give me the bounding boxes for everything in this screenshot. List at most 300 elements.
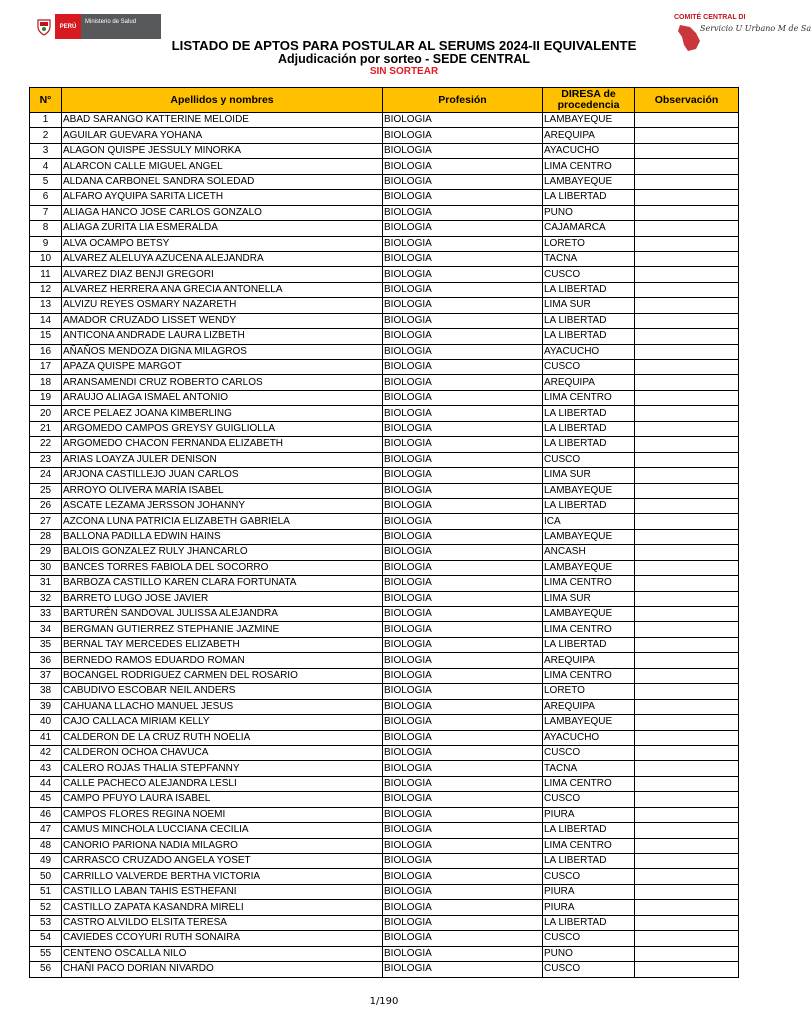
cell-name: CAJO CALLACA MIRIAM KELLY — [62, 715, 383, 730]
table-row — [30, 190, 739, 205]
cell-number: 29 — [30, 545, 62, 560]
cell-name: BALLONA PADILLA EDWIN HAINS — [62, 529, 383, 544]
cell-name: BARTURÉN SANDOVAL JULISSA ALEJANDRA — [62, 607, 383, 622]
cell-number: 18 — [30, 375, 62, 390]
cell-diresa: ICA — [543, 514, 635, 529]
table-row — [30, 483, 739, 498]
cell-name: BOCANGEL RODRIGUEZ CARMEN DEL ROSARIO — [62, 668, 383, 683]
cell-diresa: LIMA SUR — [543, 591, 635, 606]
table-row — [30, 545, 739, 560]
cell-profession: BIOLOGIA — [383, 344, 543, 359]
cell-profession: BIOLOGIA — [383, 545, 543, 560]
cell-profession: BIOLOGIA — [383, 637, 543, 652]
cell-diresa: AYACUCHO — [543, 143, 635, 158]
cell-diresa: LA LIBERTAD — [543, 437, 635, 452]
cell-number: 47 — [30, 823, 62, 838]
cell-number: 38 — [30, 684, 62, 699]
cell-diresa: LAMBAYEQUE — [543, 483, 635, 498]
cell-name: CABUDIVO ESCOBAR NEIL ANDERS — [62, 684, 383, 699]
cell-number: 54 — [30, 931, 62, 946]
cell-number: 4 — [30, 159, 62, 174]
table-row — [30, 282, 739, 297]
cell-number: 51 — [30, 884, 62, 899]
cell-number: 7 — [30, 205, 62, 220]
cell-number: 10 — [30, 251, 62, 266]
cell-diresa: AREQUIPA — [543, 128, 635, 143]
col-header-diresa: DIRESA de procedencia — [543, 88, 635, 113]
cell-profession: BIOLOGIA — [383, 437, 543, 452]
cell-number: 14 — [30, 313, 62, 328]
cell-profession: BIOLOGIA — [383, 313, 543, 328]
cell-name: ARIAS LOAYZA JULER DENISON — [62, 452, 383, 467]
cell-number: 40 — [30, 715, 62, 730]
table-row — [30, 807, 739, 822]
cell-observation — [635, 761, 739, 776]
cell-profession: BIOLOGIA — [383, 205, 543, 220]
table-row — [30, 406, 739, 421]
cell-diresa: CAJAMARCA — [543, 221, 635, 236]
cell-diresa: LA LIBERTAD — [543, 915, 635, 930]
cell-name: BALOIS GONZALEZ RULY JHANCARLO — [62, 545, 383, 560]
cell-name: CALDERON OCHOA CHAVUCA — [62, 745, 383, 760]
cell-observation — [635, 807, 739, 822]
applicants-table — [29, 87, 739, 978]
cell-name: ANTICONA ANDRADE LAURA LIZBETH — [62, 329, 383, 344]
cell-profession: BIOLOGIA — [383, 421, 543, 436]
cell-number: 30 — [30, 560, 62, 575]
cell-diresa: LIMA CENTRO — [543, 576, 635, 591]
cell-number: 39 — [30, 699, 62, 714]
cell-name: ABAD SARANGO KATTERINE MELOIDE — [62, 113, 383, 128]
cell-diresa: LA LIBERTAD — [543, 282, 635, 297]
cell-diresa: AYACUCHO — [543, 344, 635, 359]
cell-name: CASTILLO LABAN TAHIS ESTHEFANI — [62, 884, 383, 899]
cell-name: AMADOR CRUZADO LISSET WENDY — [62, 313, 383, 328]
cell-profession: BIOLOGIA — [383, 329, 543, 344]
table-row — [30, 390, 739, 405]
cell-number: 55 — [30, 946, 62, 961]
cell-profession: BIOLOGIA — [383, 236, 543, 251]
table-row — [30, 298, 739, 313]
cell-profession: BIOLOGIA — [383, 915, 543, 930]
cell-profession: BIOLOGIA — [383, 622, 543, 637]
table-row — [30, 637, 739, 652]
table-row — [30, 437, 739, 452]
table-row — [30, 884, 739, 899]
cell-observation — [635, 329, 739, 344]
cell-number: 37 — [30, 668, 62, 683]
cell-name: CARRASCO CRUZADO ANGELA YOSET — [62, 854, 383, 869]
cell-profession: BIOLOGIA — [383, 529, 543, 544]
cell-number: 49 — [30, 854, 62, 869]
cell-number: 5 — [30, 174, 62, 189]
cell-profession: BIOLOGIA — [383, 715, 543, 730]
cell-profession: BIOLOGIA — [383, 869, 543, 884]
cell-diresa: LA LIBERTAD — [543, 313, 635, 328]
table-row — [30, 421, 739, 436]
cell-diresa: PIURA — [543, 807, 635, 822]
serums-script-label: Servicio U Urbano M de Sa — [700, 24, 811, 33]
cell-number: 2 — [30, 128, 62, 143]
cell-number: 26 — [30, 498, 62, 513]
cell-observation — [635, 884, 739, 899]
cell-name: ARCE PELAEZ JOANA KIMBERLING — [62, 406, 383, 421]
cell-observation — [635, 823, 739, 838]
cell-observation — [635, 437, 739, 452]
cell-profession: BIOLOGIA — [383, 884, 543, 899]
cell-diresa: LA LIBERTAD — [543, 498, 635, 513]
table-row — [30, 159, 739, 174]
col-header-observation: Observación — [635, 88, 739, 113]
cell-name: ALVAREZ ALELUYA AZUCENA ALEJANDRA — [62, 251, 383, 266]
coat-of-arms-icon — [33, 14, 55, 39]
cell-profession: BIOLOGIA — [383, 591, 543, 606]
cell-profession: BIOLOGIA — [383, 576, 543, 591]
cell-number: 41 — [30, 730, 62, 745]
cell-name: ARROYO OLIVERA MARÍA ISABEL — [62, 483, 383, 498]
col-header-number: N° — [30, 88, 62, 113]
table-row — [30, 267, 739, 282]
cell-observation — [635, 576, 739, 591]
cell-name: CASTILLO ZAPATA KASANDRA MIRELI — [62, 900, 383, 915]
cell-profession: BIOLOGIA — [383, 113, 543, 128]
cell-name: ALIAGA HANCO JOSE CARLOS GONZALO — [62, 205, 383, 220]
cell-name: BERGMAN GUTIERREZ STEPHANIE JAZMINE — [62, 622, 383, 637]
cell-profession: BIOLOGIA — [383, 468, 543, 483]
cell-observation — [635, 205, 739, 220]
cell-name: ARGOMEDO CAMPOS GREYSY GUIGLIOLLA — [62, 421, 383, 436]
cell-profession: BIOLOGIA — [383, 838, 543, 853]
table-row — [30, 174, 739, 189]
minsa-logo — [33, 14, 161, 39]
cell-observation — [635, 869, 739, 884]
cell-profession: BIOLOGIA — [383, 761, 543, 776]
cell-name: BARBOZA CASTILLO KAREN CLARA FORTUNATA — [62, 576, 383, 591]
cell-name: CALERO ROJAS THALIA STEPFANNY — [62, 761, 383, 776]
cell-diresa: LAMBAYEQUE — [543, 715, 635, 730]
cell-number: 19 — [30, 390, 62, 405]
table-row — [30, 900, 739, 915]
cell-diresa: AREQUIPA — [543, 375, 635, 390]
cell-number: 24 — [30, 468, 62, 483]
table-row — [30, 128, 739, 143]
cell-name: ALVAREZ DIAZ BENJI GREGORI — [62, 267, 383, 282]
cell-observation — [635, 607, 739, 622]
cell-name: ALVA OCAMPO BETSY — [62, 236, 383, 251]
cell-observation — [635, 730, 739, 745]
table-row — [30, 823, 739, 838]
cell-name: CAMPO PFUYO LAURA ISABEL — [62, 792, 383, 807]
cell-name: BANCES TORRES FABIOLA DEL SOCORRO — [62, 560, 383, 575]
cell-name: ALDANA CARBONEL SANDRA SOLEDAD — [62, 174, 383, 189]
cell-diresa: LAMBAYEQUE — [543, 607, 635, 622]
table-header-row — [30, 88, 739, 113]
cell-diresa: CUSCO — [543, 360, 635, 375]
table-row — [30, 560, 739, 575]
cell-observation — [635, 792, 739, 807]
cell-diresa: TACNA — [543, 761, 635, 776]
cell-number: 23 — [30, 452, 62, 467]
table-row — [30, 468, 739, 483]
cell-name: CASTRO ALVILDO ELSITA TERESA — [62, 915, 383, 930]
cell-observation — [635, 637, 739, 652]
cell-name: ALARCON CALLE MIGUEL ANGEL — [62, 159, 383, 174]
peru-label: PERÚ — [55, 14, 81, 39]
table-row — [30, 854, 739, 869]
cell-profession: BIOLOGIA — [383, 931, 543, 946]
cell-profession: BIOLOGIA — [383, 298, 543, 313]
cell-diresa: AYACUCHO — [543, 730, 635, 745]
cell-diresa: LA LIBERTAD — [543, 823, 635, 838]
table-row — [30, 375, 739, 390]
cell-diresa: PIURA — [543, 884, 635, 899]
cell-name: APAZA QUISPE MARGOT — [62, 360, 383, 375]
cell-diresa: ANCASH — [543, 545, 635, 560]
cell-number: 31 — [30, 576, 62, 591]
cell-number: 36 — [30, 653, 62, 668]
cell-number: 15 — [30, 329, 62, 344]
table-row — [30, 931, 739, 946]
table-row — [30, 745, 739, 760]
page-subtitle: Adjudicación por sorteo - SEDE CENTRAL — [277, 52, 531, 66]
cell-observation — [635, 468, 739, 483]
cell-observation — [635, 282, 739, 297]
cell-profession: BIOLOGIA — [383, 854, 543, 869]
cell-name: CALLE PACHECO ALEJANDRA LESLI — [62, 776, 383, 791]
page-number: 1/190 — [369, 996, 399, 1007]
cell-diresa: LORETO — [543, 236, 635, 251]
cell-number: 17 — [30, 360, 62, 375]
cell-observation — [635, 529, 739, 544]
cell-observation — [635, 390, 739, 405]
cell-diresa: LIMA SUR — [543, 298, 635, 313]
cell-profession: BIOLOGIA — [383, 251, 543, 266]
cell-number: 3 — [30, 143, 62, 158]
cell-number: 35 — [30, 637, 62, 652]
cell-diresa: LA LIBERTAD — [543, 421, 635, 436]
cell-profession: BIOLOGIA — [383, 498, 543, 513]
cell-number: 6 — [30, 190, 62, 205]
cell-number: 52 — [30, 900, 62, 915]
cell-diresa: CUSCO — [543, 869, 635, 884]
cell-observation — [635, 684, 739, 699]
table-row — [30, 514, 739, 529]
table-row — [30, 452, 739, 467]
cell-profession: BIOLOGIA — [383, 653, 543, 668]
cell-diresa: AREQUIPA — [543, 653, 635, 668]
table-row — [30, 498, 739, 513]
cell-name: ARANSAMENDI CRUZ ROBERTO CARLOS — [62, 375, 383, 390]
cell-number: 22 — [30, 437, 62, 452]
cell-profession: BIOLOGIA — [383, 128, 543, 143]
cell-diresa: TACNA — [543, 251, 635, 266]
cell-diresa: LA LIBERTAD — [543, 406, 635, 421]
cell-diresa: AREQUIPA — [543, 699, 635, 714]
table-row — [30, 329, 739, 344]
cell-diresa: PUNO — [543, 205, 635, 220]
cell-profession: BIOLOGIA — [383, 560, 543, 575]
table-row — [30, 668, 739, 683]
table-row — [30, 576, 739, 591]
table-row — [30, 915, 739, 930]
cell-diresa: PIURA — [543, 900, 635, 915]
cell-observation — [635, 668, 739, 683]
cell-number: 8 — [30, 221, 62, 236]
cell-number: 21 — [30, 421, 62, 436]
cell-observation — [635, 931, 739, 946]
cell-profession: BIOLOGIA — [383, 514, 543, 529]
cell-number: 42 — [30, 745, 62, 760]
cell-name: ASCATE LEZAMA JERSSON JOHANNY — [62, 498, 383, 513]
cell-diresa: LA LIBERTAD — [543, 190, 635, 205]
cell-observation — [635, 174, 739, 189]
cell-observation — [635, 298, 739, 313]
ministry-label: Ministerio de Salud — [81, 14, 161, 39]
cell-name: AZCONA LUNA PATRICIA ELIZABETH GABRIELA — [62, 514, 383, 529]
table-row — [30, 730, 739, 745]
cell-number: 25 — [30, 483, 62, 498]
cell-name: CAHUANA LLACHO MANUEL JESUS — [62, 699, 383, 714]
cell-profession: BIOLOGIA — [383, 607, 543, 622]
cell-name: ALAGON QUISPE JESSULY MINORKA — [62, 143, 383, 158]
table-row — [30, 113, 739, 128]
cell-name: CALDERON DE LA CRUZ RUTH NOELIA — [62, 730, 383, 745]
cell-name: CAMUS MINCHOLA LUCCIANA CECILIA — [62, 823, 383, 838]
cell-name: ALVIZU REYES OSMARY NAZARETH — [62, 298, 383, 313]
cell-observation — [635, 143, 739, 158]
cell-profession: BIOLOGIA — [383, 730, 543, 745]
cell-profession: BIOLOGIA — [383, 962, 543, 977]
cell-profession: BIOLOGIA — [383, 776, 543, 791]
table-row — [30, 313, 739, 328]
cell-profession: BIOLOGIA — [383, 375, 543, 390]
cell-observation — [635, 776, 739, 791]
cell-profession: BIOLOGIA — [383, 684, 543, 699]
cell-observation — [635, 622, 739, 637]
cell-diresa: LIMA CENTRO — [543, 776, 635, 791]
table-row — [30, 622, 739, 637]
cell-observation — [635, 421, 739, 436]
table-row — [30, 653, 739, 668]
cell-profession: BIOLOGIA — [383, 807, 543, 822]
cell-diresa: PUNO — [543, 946, 635, 961]
table-row — [30, 946, 739, 961]
status-note: SIN SORTEAR — [369, 66, 439, 77]
table-row — [30, 143, 739, 158]
cell-diresa: CUSCO — [543, 452, 635, 467]
cell-name: BERNEDO RAMOS EDUARDO ROMAN — [62, 653, 383, 668]
cell-profession: BIOLOGIA — [383, 406, 543, 421]
cell-diresa: LAMBAYEQUE — [543, 560, 635, 575]
col-header-name: Apellidos y nombres — [62, 88, 383, 113]
cell-number: 1 — [30, 113, 62, 128]
cell-name: CANORIO PARIONA NADIA MILAGRO — [62, 838, 383, 853]
cell-diresa: LIMA CENTRO — [543, 159, 635, 174]
cell-number: 34 — [30, 622, 62, 637]
table-row — [30, 251, 739, 266]
cell-observation — [635, 715, 739, 730]
table-row — [30, 699, 739, 714]
cell-observation — [635, 854, 739, 869]
table-row — [30, 715, 739, 730]
cell-profession: BIOLOGIA — [383, 267, 543, 282]
cell-observation — [635, 514, 739, 529]
cell-number: 27 — [30, 514, 62, 529]
cell-observation — [635, 190, 739, 205]
cell-profession: BIOLOGIA — [383, 221, 543, 236]
table-row — [30, 344, 739, 359]
cell-observation — [635, 113, 739, 128]
cell-observation — [635, 591, 739, 606]
cell-diresa: LIMA SUR — [543, 468, 635, 483]
cell-number: 50 — [30, 869, 62, 884]
cell-number: 44 — [30, 776, 62, 791]
table-row — [30, 236, 739, 251]
cell-observation — [635, 560, 739, 575]
cell-observation — [635, 128, 739, 143]
cell-number: 9 — [30, 236, 62, 251]
cell-name: BERNAL TAY MERCEDES ELIZABETH — [62, 637, 383, 652]
cell-name: CHAÑI PACO DORIAN NIVARDO — [62, 962, 383, 977]
cell-profession: BIOLOGIA — [383, 823, 543, 838]
cell-number: 11 — [30, 267, 62, 282]
cell-diresa: LAMBAYEQUE — [543, 529, 635, 544]
cell-profession: BIOLOGIA — [383, 282, 543, 297]
cell-diresa: CUSCO — [543, 792, 635, 807]
cell-diresa: LIMA CENTRO — [543, 622, 635, 637]
cell-name: BARRETO LUGO JOSE JAVIER — [62, 591, 383, 606]
cell-number: 53 — [30, 915, 62, 930]
cell-observation — [635, 375, 739, 390]
cell-observation — [635, 221, 739, 236]
cell-diresa: CUSCO — [543, 267, 635, 282]
table-row — [30, 591, 739, 606]
cell-diresa: LIMA CENTRO — [543, 390, 635, 405]
cell-observation — [635, 745, 739, 760]
cell-observation — [635, 498, 739, 513]
cell-name: CENTENO OSCALLA NILO — [62, 946, 383, 961]
cell-name: ALIAGA ZURITA LIA ESMERALDA — [62, 221, 383, 236]
cell-diresa: CUSCO — [543, 745, 635, 760]
cell-observation — [635, 406, 739, 421]
cell-profession: BIOLOGIA — [383, 159, 543, 174]
table-row — [30, 869, 739, 884]
cell-number: 12 — [30, 282, 62, 297]
page-title: LISTADO DE APTOS PARA POSTULAR AL SERUMS 2024-II EQUIVALENTE — [171, 38, 637, 53]
cell-profession: BIOLOGIA — [383, 668, 543, 683]
cell-diresa: LAMBAYEQUE — [543, 113, 635, 128]
cell-diresa: LA LIBERTAD — [543, 637, 635, 652]
cell-profession: BIOLOGIA — [383, 452, 543, 467]
cell-observation — [635, 313, 739, 328]
cell-diresa: LIMA CENTRO — [543, 838, 635, 853]
cell-profession: BIOLOGIA — [383, 360, 543, 375]
cell-number: 33 — [30, 607, 62, 622]
table-row — [30, 776, 739, 791]
cell-name: ARAUJO ALIAGA ISMAEL ANTONIO — [62, 390, 383, 405]
cell-observation — [635, 962, 739, 977]
cell-observation — [635, 838, 739, 853]
cell-observation — [635, 653, 739, 668]
cell-diresa: LORETO — [543, 684, 635, 699]
cell-observation — [635, 900, 739, 915]
cell-observation — [635, 344, 739, 359]
cell-name: ARJONA CASTILLEJO JUAN CARLOS — [62, 468, 383, 483]
cell-profession: BIOLOGIA — [383, 699, 543, 714]
cell-observation — [635, 267, 739, 282]
cell-diresa: CUSCO — [543, 931, 635, 946]
cell-number: 32 — [30, 591, 62, 606]
